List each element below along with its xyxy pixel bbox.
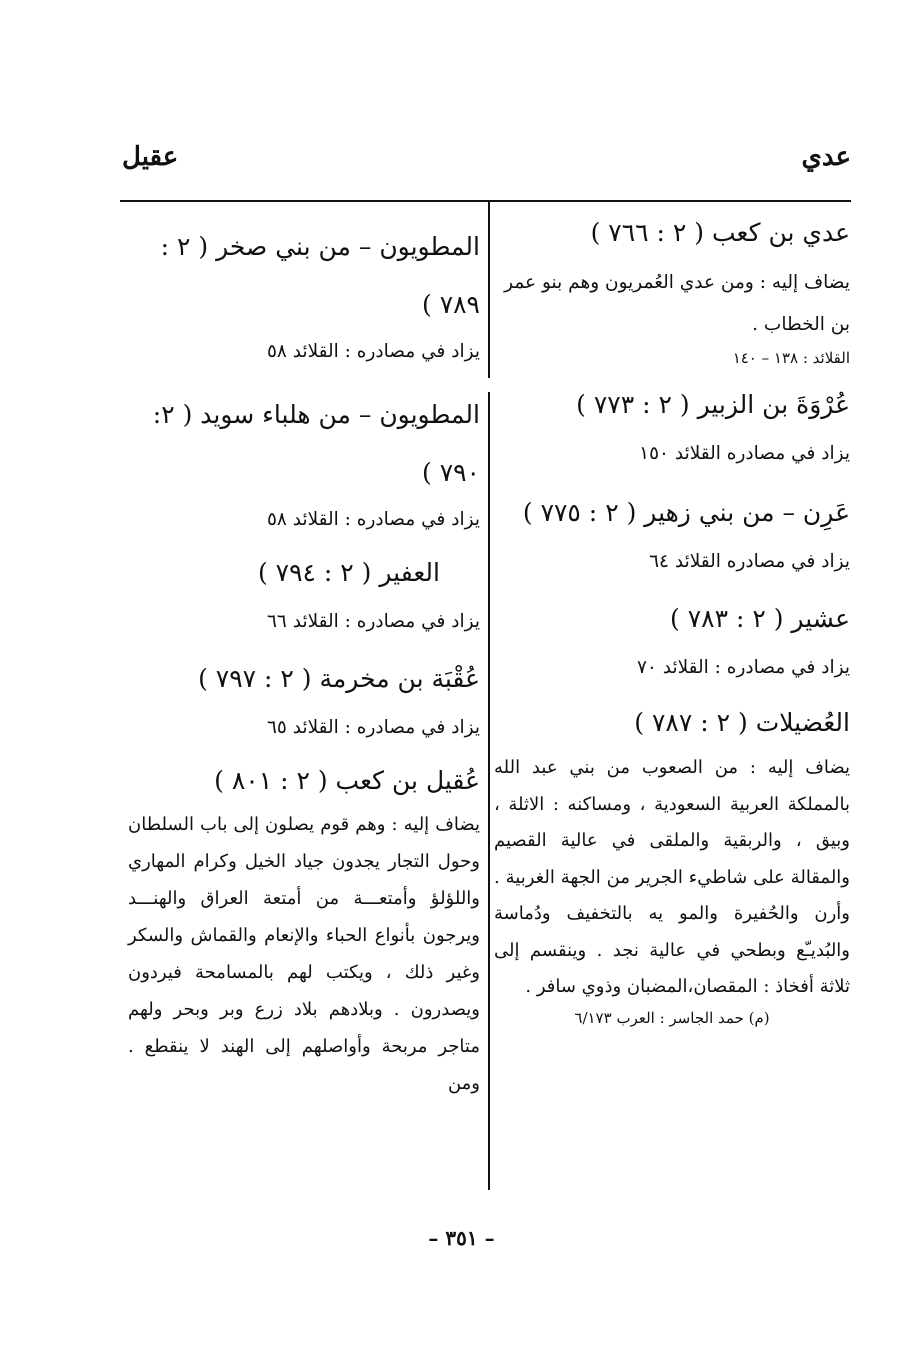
entry-title: عُرْوَةَ بن الزبير ( ٢ : ٧٧٣ )	[576, 390, 850, 419]
column-divider-gap	[488, 378, 490, 392]
right-column	[494, 212, 850, 1028]
entry-text: يزاد في مصادره : القلائد ٧٠	[637, 657, 850, 678]
entry-mutawiyun-sakhr	[128, 218, 480, 364]
entry-title: عُقْبَة بن مخرمة ( ٢ : ٧٩٧ )	[198, 664, 480, 693]
entry-uqail-bin-kaab	[128, 766, 480, 1102]
entry-uqba-bin-makhrama	[128, 664, 480, 740]
entry-title: عَرِن – من بني زهير ( ٢ : ٧٧٥ )	[522, 498, 850, 527]
entry-ufair	[128, 558, 480, 634]
entry-udailat	[494, 708, 850, 1028]
entry-adi-bin-kaab	[494, 218, 850, 368]
entry-title: المطويون – من هلباء سويد ( ٢: ٧٩٠ )	[152, 400, 480, 487]
entry-text: يضاف إليه : وهم قوم يصلون إلى باب السلطان وحول التجار يجدون جياد الخيل وكرام المهاري واللؤلؤ وأمتعـــة من أمتعة العراق والهنـــد ويرجون بأنواع الحباء والإنعام والقماش والسكر وغير ذلك ، ويكتب لهم بالمسامحة فيردون ويصدرون . وبلادهم بلاد زرع وبر وبحر ولهم متاجر مربحة وأواصلهم إلى الهند لا ينقطع . ومن	[128, 814, 480, 1094]
entry-reference: (م) حمد الجاسر : العرب ٦/١٧٣	[574, 1008, 770, 1027]
entry-title: المطويون – من بني صخر ( ٢ : ٧٨٩ )	[160, 232, 480, 319]
page-number: – ٣٥١ –	[428, 1226, 495, 1250]
entry-text: يزاد في مصادره : القلائد ٦٦	[267, 611, 480, 632]
entry-title: العُضيلات ( ٢ : ٧٨٧ )	[634, 708, 850, 737]
entry-urwa-bin-zubair	[494, 390, 850, 466]
entry-text: يزاد في مصادره : القلائد ٦٥	[267, 717, 480, 738]
entry-text: يزاد في مصادره : القلائد ٥٨	[267, 341, 480, 362]
entry-title: العفير ( ٢ : ٧٩٤ )	[257, 558, 440, 587]
running-header-left: عقيل	[122, 142, 179, 172]
entry-ashir	[494, 604, 850, 680]
column-divider	[488, 202, 490, 1190]
entry-text: يزاد في مصادره القلائد ٦٤	[649, 551, 850, 572]
entry-text: يزاد في مصادره : القلائد ٥٨	[267, 509, 480, 530]
entry-mutawiyun-halba	[128, 386, 480, 532]
entry-text: يزاد في مصادره القلائد ١٥٠	[639, 443, 850, 464]
entry-title: عُقيل بن كعب ( ٢ : ٨٠١ )	[214, 766, 480, 795]
left-column	[128, 212, 480, 1102]
entry-text: يضاف إليه : من الصعوب من بني عبد الله بالمملكة العربية السعودية ، ومساكنه : الاثلة ، وبيق ، والربقية والملقى في عالية القصيم والمقالة على شاطيء الجرير من الجهة الغربية . وأرن والحُفيرة والمو يه بالتخفيف ودُماسة والبُديـّع وبطحي في عالية نجد . وينقسم إلى ثلاثة أفخاذ : المقصان،المضبان وذوي سافر .	[494, 757, 850, 997]
entry-title: عشير ( ٢ : ٧٨٣ )	[670, 604, 850, 633]
header-rule	[120, 200, 851, 202]
entry-title: عدي بن كعب ( ٢ : ٧٦٦ )	[590, 218, 850, 247]
running-header-right: عدي	[801, 142, 851, 172]
entry-arin	[494, 498, 850, 574]
entry-reference: القلائد : ١٣٨ – ١٤٠	[732, 349, 850, 367]
entry-text: يضاف إليه : ومن عدي العُمريون وهم بنو عمر بن الخطاب .	[504, 272, 850, 335]
